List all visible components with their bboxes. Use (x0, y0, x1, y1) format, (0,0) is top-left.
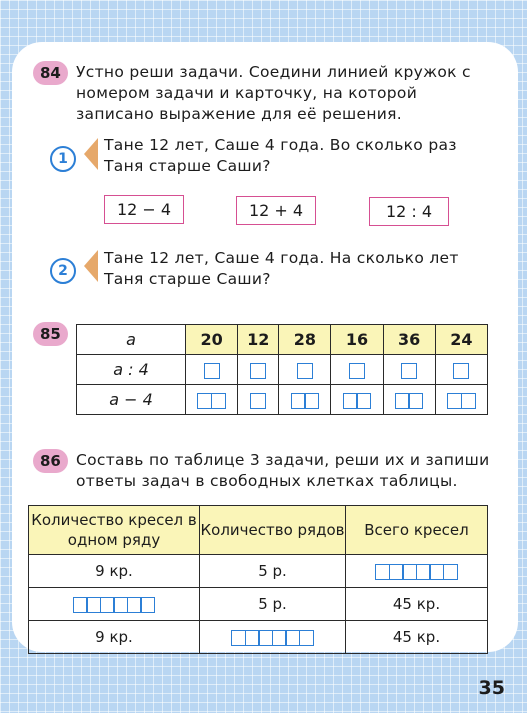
problem-1-circle[interactable]: 1 (50, 146, 76, 172)
answer-cell[interactable] (238, 385, 279, 415)
task-85-badge: 85 (33, 322, 68, 346)
table-cell: 45 кр. (346, 621, 488, 654)
task-86-text: Составь по таблице 3 задачи, реши их и запиши ответы задач в свободных клетках таблицы. (76, 451, 490, 490)
answer-cell[interactable] (346, 555, 488, 588)
row-label-subtract: a − 4 (77, 385, 186, 415)
problem-1-marker (84, 138, 98, 170)
table-86 (28, 505, 488, 654)
answer-cell[interactable] (238, 355, 279, 385)
answer-cell[interactable] (331, 355, 383, 385)
problem-2-circle[interactable]: 2 (50, 258, 76, 284)
card-subtraction[interactable]: 12 − 4 (104, 195, 184, 224)
problem-1-text: Тане 12 лет, Саше 4 года. Во сколько раз Таня старше Саши? (104, 136, 457, 175)
answer-cell[interactable] (383, 385, 435, 415)
table-cell: 9 кр. (29, 555, 200, 588)
col-header-per-row: Количество кресел в одном ряду (29, 506, 200, 555)
row-label-divide: a : 4 (77, 355, 186, 385)
value-cell: 36 (383, 325, 435, 355)
table-cell: 5 р. (200, 588, 346, 621)
answer-cell[interactable] (435, 355, 487, 385)
value-cell: 28 (279, 325, 331, 355)
task-84-badge: 84 (33, 61, 68, 85)
col-header-rows: Количество рядов (200, 506, 346, 555)
problem-2-marker (84, 250, 98, 282)
page-number: 35 (478, 677, 505, 699)
value-cell: 16 (331, 325, 383, 355)
answer-cell[interactable] (186, 355, 238, 385)
header-a: a (77, 325, 186, 355)
card-division[interactable]: 12 : 4 (369, 197, 449, 226)
task-84-text: Устно реши задачи. Соедини линией кружок с номером задачи и карточку, на которой записано выражение для её решения. (76, 63, 471, 123)
answer-cell[interactable] (383, 355, 435, 385)
answer-cell[interactable] (279, 385, 331, 415)
table-cell: 9 кр. (29, 621, 200, 654)
col-header-total: Всего кресел (346, 506, 488, 555)
answer-cell[interactable] (435, 385, 487, 415)
card-addition[interactable]: 12 + 4 (236, 196, 316, 225)
table-cell: 45 кр. (346, 588, 488, 621)
answer-cell[interactable] (186, 385, 238, 415)
problem-2-text: Тане 12 лет, Саше 4 года. На сколько лет Таня старше Саши? (104, 249, 459, 288)
value-cell: 24 (435, 325, 487, 355)
value-cell: 20 (186, 325, 238, 355)
answer-cell[interactable] (29, 588, 200, 621)
answer-cell[interactable] (200, 621, 346, 654)
answer-cell[interactable] (279, 355, 331, 385)
table-cell: 5 р. (200, 555, 346, 588)
task-86-badge: 86 (33, 449, 68, 473)
value-cell: 12 (238, 325, 279, 355)
answer-cell[interactable] (331, 385, 383, 415)
table-85 (76, 324, 488, 415)
